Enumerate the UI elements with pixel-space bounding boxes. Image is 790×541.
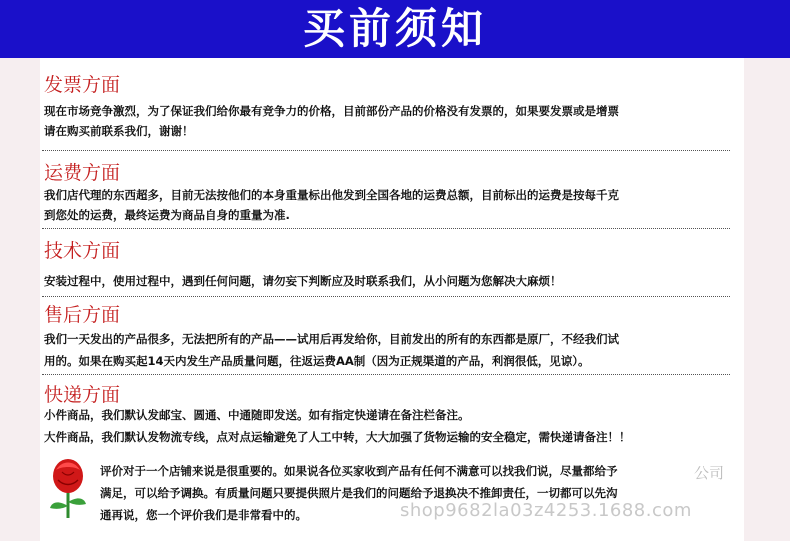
section-title: 运费方面	[44, 162, 121, 184]
section-line: 安装过程中，使用过程中，遇到任何问题，请勿妄下判断应及时联系我们，从小问题为您解决大麻烦！	[44, 274, 562, 288]
divider	[42, 228, 730, 229]
watermark-url: shop9682la03z4253.1688.com	[400, 500, 692, 521]
section-line: 我们店代理的东西超多，目前无法按他们的本身重量标出他发到全国各地的运费总额，目前标出的运费是按每千克	[44, 188, 619, 202]
section-line: 我们一天发出的产品很多，无法把所有的产品——试用后再发给你，目前发出的所有的东西都是原厂，不经我们试	[44, 332, 619, 346]
section-line: 大件商品，我们默认发物流专线，点对点运输避免了人工中转，大大加强了货物运输的安全稳定，需快递请备注！！	[44, 430, 631, 444]
watermark-company: 公司	[694, 464, 725, 482]
footer-line: 满足，可以给予调换。有质量问题只要提供照片是我们的问题给予退换决不推卸责任，一切都可以先沟	[100, 486, 618, 500]
section-title: 快递方面	[44, 384, 121, 406]
notice-panel	[40, 58, 744, 541]
section-line: 请在购买前联系我们，谢谢！	[44, 124, 194, 138]
section-line: 小件商品，我们默认发邮宝、圆通、中通随即发送。如有指定快递请在备注栏备注。	[44, 408, 470, 422]
divider	[42, 150, 730, 151]
page-title: 买前须知	[302, 4, 487, 53]
section-title: 技术方面	[44, 240, 121, 262]
section-line: 用的。如果在购买起14天内发生产品质量问题，往返运费AA制（因为正规渠道的产品，利润很低，见谅）。	[44, 354, 590, 368]
section-title: 发票方面	[44, 74, 121, 96]
right-margin	[744, 58, 790, 541]
divider	[42, 374, 730, 375]
footer-line: 通再说，您一个评价我们是非常看中的。	[100, 508, 307, 522]
rose-icon	[44, 456, 92, 524]
section-line: 到您处的运费，最终运费为商品自身的重量为准.	[44, 208, 290, 222]
divider	[42, 296, 730, 297]
section-line: 现在市场竞争激烈，为了保证我们给你最有竞争力的价格，目前部份产品的价格没有发票的，如果要发票或是增票	[44, 104, 619, 118]
section-title: 售后方面	[44, 304, 121, 326]
footer-line: 评价对于一个店铺来说是很重要的。如果说各位买家收到产品有任何不满意可以找我们说，尽量都给予	[100, 464, 618, 478]
left-margin	[0, 58, 40, 541]
